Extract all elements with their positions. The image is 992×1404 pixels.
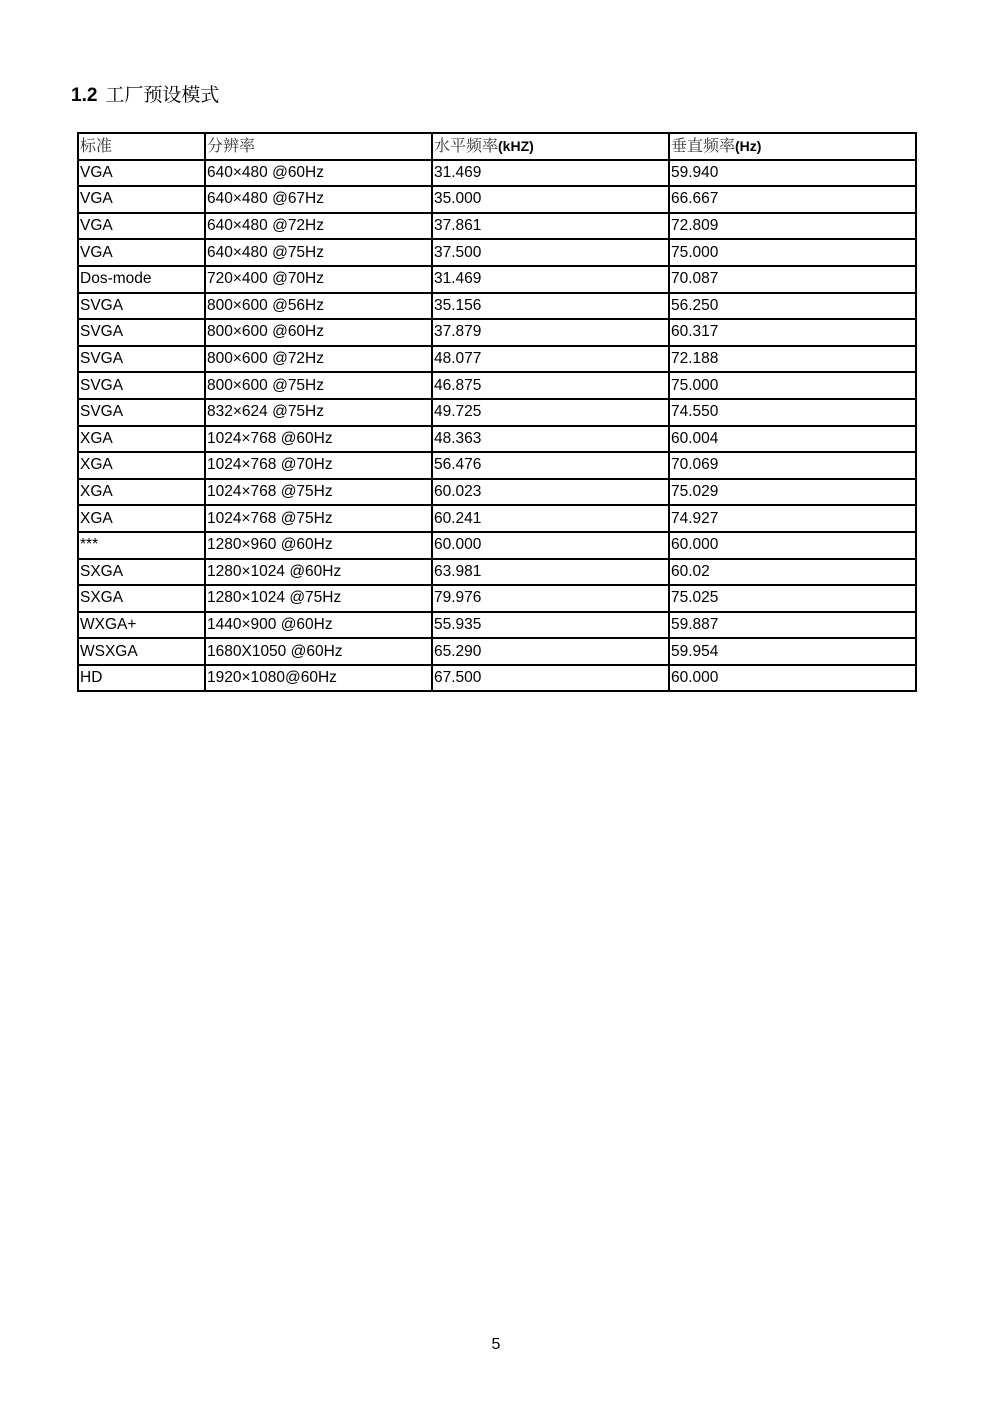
cell-standard: VGA <box>78 186 205 213</box>
cell-horizontal-frequency: 56.476 <box>432 452 669 479</box>
cell-standard: XGA <box>78 505 205 532</box>
section-number: 1.2 <box>71 85 98 106</box>
table-row <box>78 160 916 187</box>
cell-horizontal-frequency: 67.500 <box>432 665 669 692</box>
cell-vertical-frequency: 72.188 <box>669 346 916 373</box>
cell-horizontal-frequency: 37.861 <box>432 213 669 240</box>
cell-horizontal-frequency: 60.000 <box>432 532 669 559</box>
cell-vertical-frequency: 59.940 <box>669 160 916 187</box>
cell-vertical-frequency: 56.250 <box>669 293 916 320</box>
cell-resolution: 1440×900 @60Hz <box>205 612 432 639</box>
cell-vertical-frequency: 60.317 <box>669 319 916 346</box>
cell-vertical-frequency: 74.550 <box>669 399 916 426</box>
table-row <box>78 372 916 399</box>
cell-vertical-frequency: 66.667 <box>669 186 916 213</box>
cell-standard: WXGA+ <box>78 612 205 639</box>
cell-vertical-frequency: 60.000 <box>669 532 916 559</box>
cell-vertical-frequency: 75.000 <box>669 372 916 399</box>
cell-standard: VGA <box>78 160 205 187</box>
header-label: 分辨率 <box>207 136 256 156</box>
cell-standard: XGA <box>78 452 205 479</box>
table-row <box>78 319 916 346</box>
page-number: 5 <box>491 1336 501 1353</box>
cell-resolution: 640×480 @60Hz <box>205 160 432 187</box>
cell-standard: SVGA <box>78 372 205 399</box>
table-row <box>78 532 916 559</box>
table-row <box>78 399 916 426</box>
cell-vertical-frequency: 74.927 <box>669 505 916 532</box>
cell-horizontal-frequency: 46.875 <box>432 372 669 399</box>
table-row <box>78 266 916 293</box>
cell-resolution: 800×600 @72Hz <box>205 346 432 373</box>
cell-horizontal-frequency: 31.469 <box>432 266 669 293</box>
cell-horizontal-frequency: 79.976 <box>432 585 669 612</box>
table-row <box>78 346 916 373</box>
cell-resolution: 720×400 @70Hz <box>205 266 432 293</box>
cell-resolution: 800×600 @75Hz <box>205 372 432 399</box>
cell-standard: XGA <box>78 426 205 453</box>
table-row <box>78 239 916 266</box>
cell-horizontal-frequency: 65.290 <box>432 638 669 665</box>
table-row <box>78 452 916 479</box>
header-horizontal-frequency <box>432 133 669 160</box>
cell-resolution: 1024×768 @75Hz <box>205 479 432 506</box>
cell-horizontal-frequency: 48.077 <box>432 346 669 373</box>
cell-standard: *** <box>78 532 205 559</box>
cell-vertical-frequency: 75.029 <box>669 479 916 506</box>
table-row <box>78 638 916 665</box>
cell-resolution: 1024×768 @70Hz <box>205 452 432 479</box>
cell-resolution: 800×600 @60Hz <box>205 319 432 346</box>
cell-vertical-frequency: 60.02 <box>669 559 916 586</box>
cell-horizontal-frequency: 48.363 <box>432 426 669 453</box>
cell-horizontal-frequency: 63.981 <box>432 559 669 586</box>
table-row <box>78 585 916 612</box>
cell-resolution: 1280×960 @60Hz <box>205 532 432 559</box>
cell-vertical-frequency: 60.000 <box>669 665 916 692</box>
table-row <box>78 612 916 639</box>
cell-standard: SVGA <box>78 319 205 346</box>
cell-resolution: 1280×1024 @60Hz <box>205 559 432 586</box>
cell-resolution: 1680X1050 @60Hz <box>205 638 432 665</box>
cell-standard: HD <box>78 665 205 692</box>
cell-vertical-frequency: 70.087 <box>669 266 916 293</box>
cell-resolution: 1920×1080@60Hz <box>205 665 432 692</box>
table-row <box>78 293 916 320</box>
cell-vertical-frequency: 60.004 <box>669 426 916 453</box>
cell-vertical-frequency: 75.025 <box>669 585 916 612</box>
table-row <box>78 213 916 240</box>
cell-standard: SVGA <box>78 399 205 426</box>
cell-resolution: 1280×1024 @75Hz <box>205 585 432 612</box>
table-row <box>78 479 916 506</box>
cell-vertical-frequency: 59.954 <box>669 638 916 665</box>
table-row <box>78 426 916 453</box>
table-row <box>78 186 916 213</box>
table-row <box>78 559 916 586</box>
cell-horizontal-frequency: 35.156 <box>432 293 669 320</box>
preset-modes-table <box>77 132 917 692</box>
cell-horizontal-frequency: 37.879 <box>432 319 669 346</box>
header-standard <box>78 133 205 160</box>
cell-standard: SXGA <box>78 559 205 586</box>
cell-horizontal-frequency: 55.935 <box>432 612 669 639</box>
cell-vertical-frequency: 72.809 <box>669 213 916 240</box>
cell-vertical-frequency: 70.069 <box>669 452 916 479</box>
cell-resolution: 832×624 @75Hz <box>205 399 432 426</box>
table-header-row <box>78 133 916 160</box>
section-title: 工厂预设模式 <box>105 84 220 106</box>
cell-standard: SVGA <box>78 346 205 373</box>
cell-horizontal-frequency: 49.725 <box>432 399 669 426</box>
header-unit: (kHZ) <box>498 138 534 155</box>
cell-horizontal-frequency: 60.023 <box>432 479 669 506</box>
table-row <box>78 505 916 532</box>
cell-horizontal-frequency: 37.500 <box>432 239 669 266</box>
cell-vertical-frequency: 59.887 <box>669 612 916 639</box>
header-unit: (Hz) <box>735 138 762 155</box>
header-label: 垂直频率 <box>671 136 736 156</box>
cell-standard: VGA <box>78 239 205 266</box>
cell-standard: XGA <box>78 479 205 506</box>
cell-vertical-frequency: 75.000 <box>669 239 916 266</box>
cell-standard: SXGA <box>78 585 205 612</box>
cell-resolution: 640×480 @67Hz <box>205 186 432 213</box>
header-vertical-frequency <box>669 133 916 160</box>
table-row <box>78 665 916 692</box>
cell-resolution: 1024×768 @75Hz <box>205 505 432 532</box>
cell-resolution: 640×480 @75Hz <box>205 239 432 266</box>
cell-standard: VGA <box>78 213 205 240</box>
table-body <box>78 160 916 692</box>
cell-standard: WSXGA <box>78 638 205 665</box>
header-label: 标准 <box>80 136 113 156</box>
section-heading <box>71 82 219 109</box>
cell-horizontal-frequency: 35.000 <box>432 186 669 213</box>
cell-horizontal-frequency: 60.241 <box>432 505 669 532</box>
header-resolution <box>205 133 432 160</box>
cell-resolution: 640×480 @72Hz <box>205 213 432 240</box>
cell-resolution: 1024×768 @60Hz <box>205 426 432 453</box>
cell-resolution: 800×600 @56Hz <box>205 293 432 320</box>
cell-standard: SVGA <box>78 293 205 320</box>
cell-horizontal-frequency: 31.469 <box>432 160 669 187</box>
header-label: 水平频率 <box>434 136 499 156</box>
cell-standard: Dos-mode <box>78 266 205 293</box>
